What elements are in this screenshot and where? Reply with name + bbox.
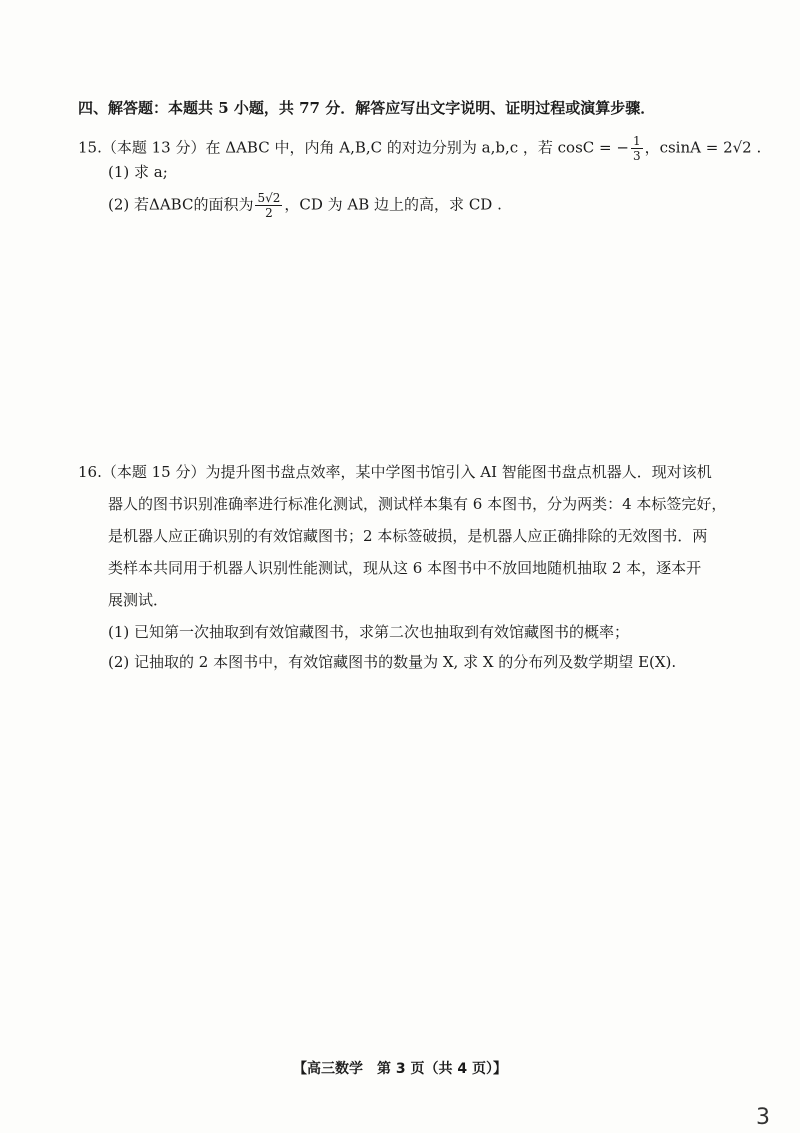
q15-area-num: 5√2 xyxy=(257,191,281,205)
q16-line1-text: （本题 15 分）为提升图书盘点效率，某中学图书馆引入 AI 智能图书盘点机器人．现对该机 xyxy=(101,463,712,481)
q16-number: 16. xyxy=(78,463,102,481)
q15-part1: (1) 求 a; xyxy=(108,163,168,181)
q15-stem-tail: ，csinA = 2√2 . xyxy=(644,138,762,157)
q15-part2-text: (2) 若ΔABC的面积为 xyxy=(108,195,254,214)
q15-stem xyxy=(78,134,761,163)
q16-line5: 展测试． xyxy=(108,591,169,609)
q16-part1: (1) 已知第一次抽取到有效馆藏图书，求第二次也抽取到有效馆藏图书的概率； xyxy=(108,623,630,641)
q15-part2 xyxy=(108,191,502,220)
q15-area-fraction xyxy=(255,191,282,220)
q15-stem-text: （本题 13 分）在 ΔABC 中，内角 A,B,C 的对边分别为 a,b,c ，若 cosC = − xyxy=(101,138,629,157)
q16-line1 xyxy=(78,462,712,482)
q15-frac-num: 1 xyxy=(632,134,641,148)
q15-cos-fraction xyxy=(631,134,643,163)
q15-number: 15. xyxy=(78,138,102,157)
q16-part2: (2) 记抽取的 2 本图书中，有效馆藏图书的数量为 X, 求 X 的分布列及数学期望 E(X). xyxy=(108,653,677,671)
section-header: 四、解答题：本题共 5 小题，共 77 分．解答应写出文字说明、证明过程或演算步骤． xyxy=(78,99,656,117)
q16-line2: 器人的图书识别准确率进行标准化测试，测试样本集有 6 本图书，分为两类：4 本标签完好， xyxy=(108,495,727,513)
page-footer: 【高三数学 第 3 页（共 4 页）】 xyxy=(293,1061,507,1077)
q15-frac-den: 3 xyxy=(632,149,641,163)
q15-part2-tail: ，CD 为 AB 边上的高，求 CD . xyxy=(284,195,502,214)
q15-area-den: 2 xyxy=(265,206,273,220)
page-number: 3 xyxy=(756,1105,770,1130)
q16-line4: 类样本共同用于机器人识别性能测试，现从这 6 本图书中不放回地随机抽取 2 本，逐本开 xyxy=(108,559,702,577)
q16-line3: 是机器人应正确识别的有效馆藏图书；2 本标签破损，是机器人应正确排除的无效图书．两 xyxy=(108,527,708,545)
